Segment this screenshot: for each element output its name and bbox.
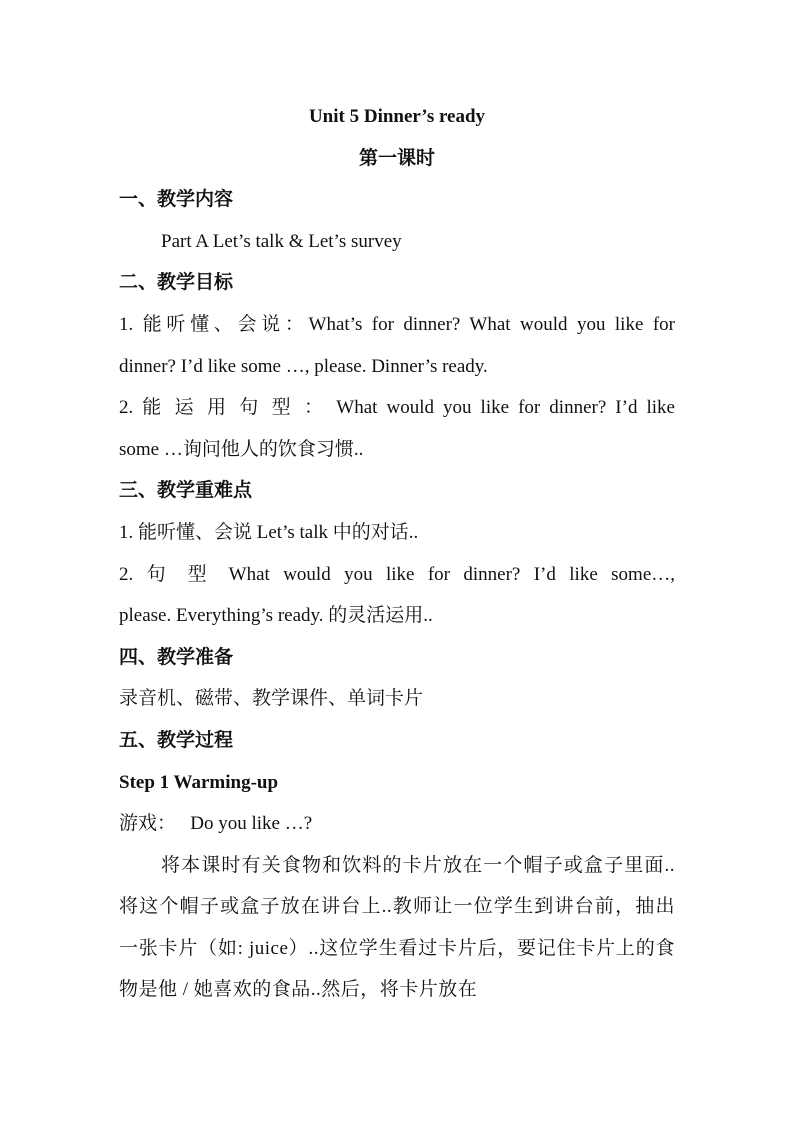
content-line: Part A Let’s talk & Let’s survey xyxy=(161,230,402,252)
key-point-line-2: 2. 句 型 What would you like for dinner? I’d like some…, xyxy=(119,563,675,585)
key-point-line-1: 1. 能听懂、会说 Let’s talk 中的对话.. xyxy=(119,521,419,543)
section-heading-content: 一、教学内容 xyxy=(119,189,234,211)
objective-line-4: some …询问他人的饮食习惯.. xyxy=(119,438,364,460)
section-heading-process: 五、教学过程 xyxy=(119,729,234,751)
section-heading-objectives: 二、教学目标 xyxy=(119,272,234,294)
section-heading-preparation: 四、教学准备 xyxy=(119,646,234,668)
objective-line-2: dinner? I’d like some …, please. Dinner’s ready. xyxy=(119,355,488,377)
section-heading-key-points: 三、教学重难点 xyxy=(119,480,253,502)
activity-paragraph: 将本课时有关食物和饮料的卡片放在一个帽子或盒子里面..将这个帽子或盒子放在讲台上..教师让一位学生到讲台前，抽出一张卡片（如: juice）..这位学生看过卡片后，要记住卡片上的食物是他 / 她喜欢的食品..然后，将卡片放在 xyxy=(119,854,675,1001)
game-line: 游戏： Do you like …? xyxy=(119,813,313,835)
key-point-line-3: please. Everything’s ready. 的灵活运用.. xyxy=(119,605,433,627)
objective-line-3: 2. 能 运 用 句 型 ： What would you like for dinner? I’d like xyxy=(119,397,675,419)
step-1-heading: Step 1 Warming-up xyxy=(119,771,279,793)
document-body xyxy=(119,96,675,1011)
preparation-line: 录音机、磁带、教学课件、单词卡片 xyxy=(119,688,424,710)
objective-line-1: 1. 能听懂、会说：What’s for dinner? What would you like for xyxy=(119,313,675,335)
document-subtitle: 第一课时 xyxy=(358,147,435,169)
document-title: Unit 5 Dinner’s ready xyxy=(308,106,486,127)
